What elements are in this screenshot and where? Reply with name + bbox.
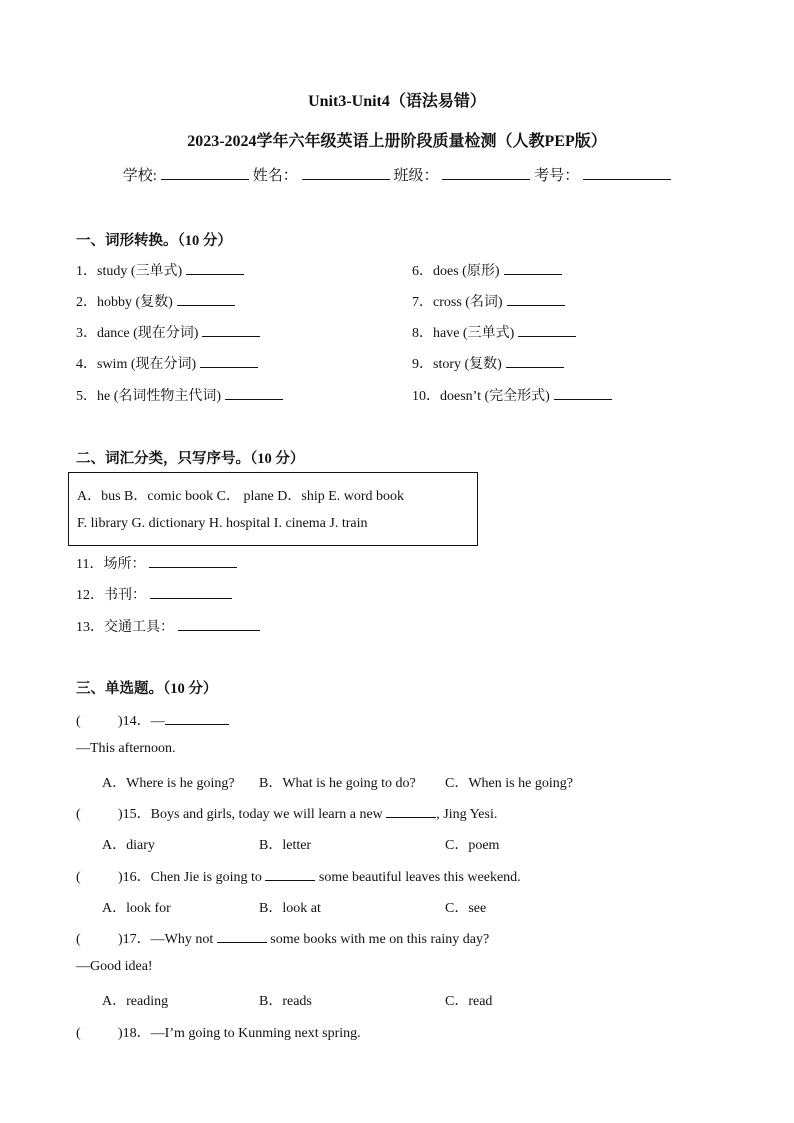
q16-stem: ( )16．Chen Jie is going to some beautiful leaves this weekend. bbox=[76, 866, 521, 886]
school-blank[interactable] bbox=[161, 165, 249, 180]
answer-blank[interactable] bbox=[165, 710, 229, 725]
answer-blank[interactable] bbox=[386, 803, 436, 818]
answer-blank[interactable] bbox=[217, 928, 267, 943]
s1-item-2: 2．hobby (复数) bbox=[76, 291, 235, 311]
s1-item-1: 1．study (三单式) bbox=[76, 260, 244, 280]
q14-option-b[interactable]: B．What is he going to do? bbox=[259, 776, 416, 791]
answer-blank[interactable] bbox=[504, 260, 562, 275]
s1-item-3: 3．dance (现在分词) bbox=[76, 322, 260, 342]
s2-q13: 13．交通工具： bbox=[76, 616, 260, 636]
answer-blank[interactable] bbox=[150, 584, 232, 599]
answer-blank[interactable] bbox=[178, 616, 260, 631]
s2-q11: 11．场所： bbox=[76, 553, 237, 573]
q17-option-c[interactable]: C．read bbox=[445, 994, 493, 1009]
q14-answer: —This afternoon. bbox=[76, 741, 176, 756]
word-bank-line-2: F. library G. dictionary H. hospital I. cinema J. train bbox=[77, 516, 368, 531]
q18-stem: ( )18．—I’m going to Kunming next spring. bbox=[76, 1026, 361, 1041]
answer-blank[interactable] bbox=[149, 553, 237, 568]
q16-option-c[interactable]: C．see bbox=[445, 901, 487, 916]
q14-stem: ( )14．— bbox=[76, 710, 229, 730]
s1-item-6: 6．does (原形) bbox=[412, 260, 562, 280]
class-blank[interactable] bbox=[442, 165, 530, 180]
school-label: 学校: bbox=[122, 168, 157, 184]
section3-heading: 三、单选题。（10 分） bbox=[76, 681, 218, 697]
q17-stem: ( )17．—Why not some books with me on this rainy day? bbox=[76, 928, 489, 948]
name-label: 姓名： bbox=[252, 168, 298, 184]
answer-blank[interactable] bbox=[265, 866, 315, 881]
s2-q12: 12．书刊： bbox=[76, 584, 232, 604]
answer-blank[interactable] bbox=[177, 291, 235, 306]
s1-item-4: 4．swim (现在分词) bbox=[76, 353, 258, 373]
q14-option-a[interactable]: A．Where is he going? bbox=[102, 776, 235, 791]
q15-option-c[interactable]: C．poem bbox=[445, 838, 500, 853]
word-bank-box bbox=[68, 472, 478, 546]
q17-option-a[interactable]: A．reading bbox=[102, 994, 169, 1009]
answer-blank[interactable] bbox=[200, 353, 258, 368]
q16-option-a[interactable]: A．look for bbox=[102, 901, 171, 916]
page-subtitle: 2023-2024学年六年级英语上册阶段质量检测（人教PEP版） bbox=[187, 133, 607, 150]
answer-blank[interactable] bbox=[202, 322, 260, 337]
answer-blank[interactable] bbox=[518, 322, 576, 337]
student-info-line bbox=[0, 164, 794, 185]
answer-blank[interactable] bbox=[507, 291, 565, 306]
q15-option-b[interactable]: B．letter bbox=[259, 838, 312, 853]
answer-blank[interactable] bbox=[186, 260, 244, 275]
q17-answer: —Good idea! bbox=[76, 959, 153, 974]
s1-item-9: 9．story (复数) bbox=[412, 353, 564, 373]
word-bank-line-1: A．bus B．comic book C． plane D．ship E. word book bbox=[77, 489, 405, 504]
q14-option-c[interactable]: C．When is he going? bbox=[445, 776, 573, 791]
s1-item-10: 10．doesn’t (完全形式) bbox=[412, 385, 612, 405]
q16-option-b[interactable]: B．look at bbox=[259, 901, 321, 916]
answer-blank[interactable] bbox=[506, 353, 564, 368]
number-blank[interactable] bbox=[583, 165, 671, 180]
s1-item-8: 8．have (三单式) bbox=[412, 322, 576, 342]
name-blank[interactable] bbox=[302, 165, 390, 180]
q17-option-b[interactable]: B．reads bbox=[259, 994, 312, 1009]
number-label: 考号： bbox=[534, 168, 580, 184]
class-label: 班级： bbox=[393, 168, 439, 184]
answer-blank[interactable] bbox=[225, 385, 283, 400]
section2-heading: 二、词汇分类，只写序号。（10 分） bbox=[76, 451, 305, 467]
q15-stem: ( )15．Boys and girls, today we will learn a new , Jing Yesi. bbox=[76, 803, 497, 823]
s1-item-7: 7．cross (名词) bbox=[412, 291, 565, 311]
section1-heading: 一、词形转换。（10 分） bbox=[76, 233, 232, 249]
s1-item-5: 5．he (名词性物主代词) bbox=[76, 385, 283, 405]
q15-option-a[interactable]: A．diary bbox=[102, 838, 155, 853]
answer-blank[interactable] bbox=[554, 385, 612, 400]
page-title: Unit3-Unit4（语法易错） bbox=[308, 93, 486, 110]
